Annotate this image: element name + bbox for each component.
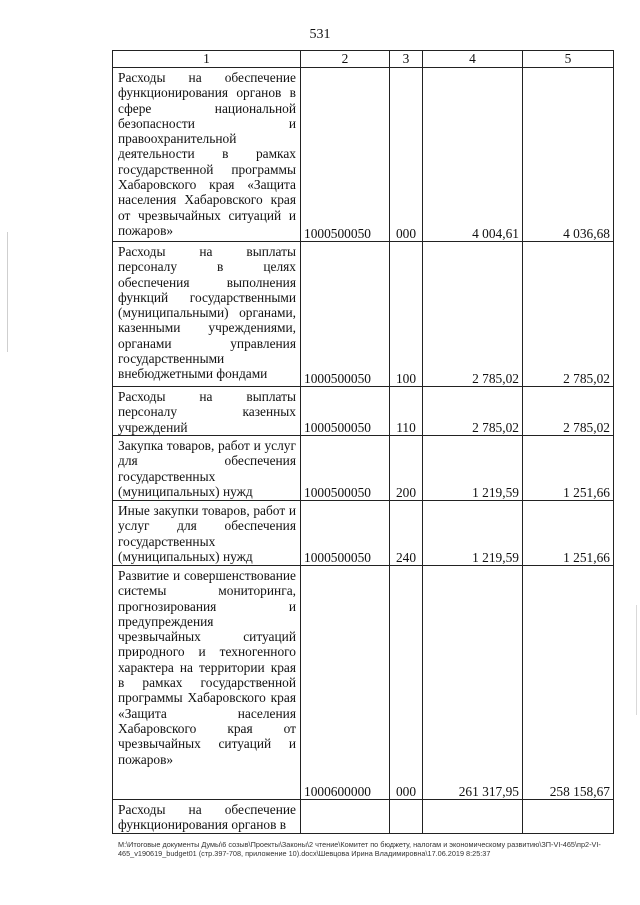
- header-col-2: 2: [301, 51, 390, 68]
- header-col-3: 3: [390, 51, 423, 68]
- budget-table: [112, 50, 614, 834]
- row-description: Закупка товаров, работ и услуг для обеспечения государственных (муниципальных) нужд: [113, 436, 301, 501]
- row-target-code: 1000500050: [301, 68, 390, 242]
- row-target-code: 1000500050: [301, 436, 390, 501]
- row-target-code: 1000600000: [301, 566, 390, 800]
- row-target-code: 1000500050: [301, 242, 390, 387]
- scan-margin-mark: [636, 605, 637, 715]
- header-col-4: 4: [423, 51, 523, 68]
- row-amount-col4: 4 004,61: [423, 68, 523, 242]
- row-expense-kind: 240: [390, 501, 423, 566]
- row-expense-kind: [390, 800, 423, 834]
- row-amount-col5: 258 158,67: [523, 566, 614, 800]
- header-row: [113, 51, 614, 68]
- row-expense-kind: 110: [390, 387, 423, 436]
- table-row: [113, 242, 614, 387]
- row-description: Расходы на выплаты персоналу в целях обеспечения выполнения функций государственными (муниципальными) органами, казенными учреждениями, органами управления государственными внебюджетными фондами: [113, 242, 301, 387]
- header-col-1: 1: [113, 51, 301, 68]
- row-target-code: [301, 800, 390, 834]
- page-number: 531: [309, 27, 331, 42]
- row-target-code: 1000500050: [301, 387, 390, 436]
- row-amount-col4: 2 785,02: [423, 242, 523, 387]
- header-col-5: 5: [523, 51, 614, 68]
- row-expense-kind: 000: [390, 566, 423, 800]
- table-row: [113, 68, 614, 242]
- table-row: [113, 436, 614, 501]
- row-description: Развитие и совершенствование системы мониторинга, прогнозирования и предупреждения чрезвычайных ситуаций природного и техногенного характера на территории края в рамках государственной программы Хабаровского края «Защита населения Хабаровского края от чрезвычайных ситуаций и пожаров»: [113, 566, 301, 800]
- row-description: Расходы на выплаты персоналу казенных учреждений: [113, 387, 301, 436]
- row-amount-col5: 2 785,02: [523, 387, 614, 436]
- row-description: Иные закупки товаров, работ и услуг для обеспечения государственных (муниципальных) нужд: [113, 501, 301, 566]
- row-amount-col4: 1 219,59: [423, 501, 523, 566]
- row-amount-col5: 1 251,66: [523, 436, 614, 501]
- footer-file-path: M:\Итоговые документы Думы\6 созыв\Проекты\Законы\2 чтение\Комитет по бюджету, налогам и экономическому развитию\ЗП-VI-465\пр2-VI-465_v190619_budget01 (стр.397-708, приложение 10).docx\Шевцова Ирина Владимировна\17.06.2019 8:25:37: [118, 840, 601, 858]
- row-amount-col4: 1 219,59: [423, 436, 523, 501]
- row-expense-kind: 000: [390, 68, 423, 242]
- scan-margin-mark: [7, 232, 8, 352]
- row-amount-col4: 261 317,95: [423, 566, 523, 800]
- row-target-code: 1000500050: [301, 501, 390, 566]
- row-description: Расходы на обеспечение функционирования органов в сфере национальной безопасности и правоохранительной деятельности в рамках государственной программы Хабаровского края «Защита населения Хабаровского края от чрезвычайных ситуаций и пожаров»: [113, 68, 301, 242]
- row-expense-kind: 100: [390, 242, 423, 387]
- row-amount-col4: 2 785,02: [423, 387, 523, 436]
- table-row: [113, 566, 614, 800]
- table-row: [113, 387, 614, 436]
- table-row: [113, 501, 614, 566]
- row-amount-col5: 4 036,68: [523, 68, 614, 242]
- row-amount-col5: 2 785,02: [523, 242, 614, 387]
- row-amount-col5: 1 251,66: [523, 501, 614, 566]
- row-description: Расходы на обеспечение функционирования органов в: [113, 800, 301, 834]
- row-amount-col4: [423, 800, 523, 834]
- row-amount-col5: [523, 800, 614, 834]
- row-expense-kind: 200: [390, 436, 423, 501]
- table-row: [113, 800, 614, 834]
